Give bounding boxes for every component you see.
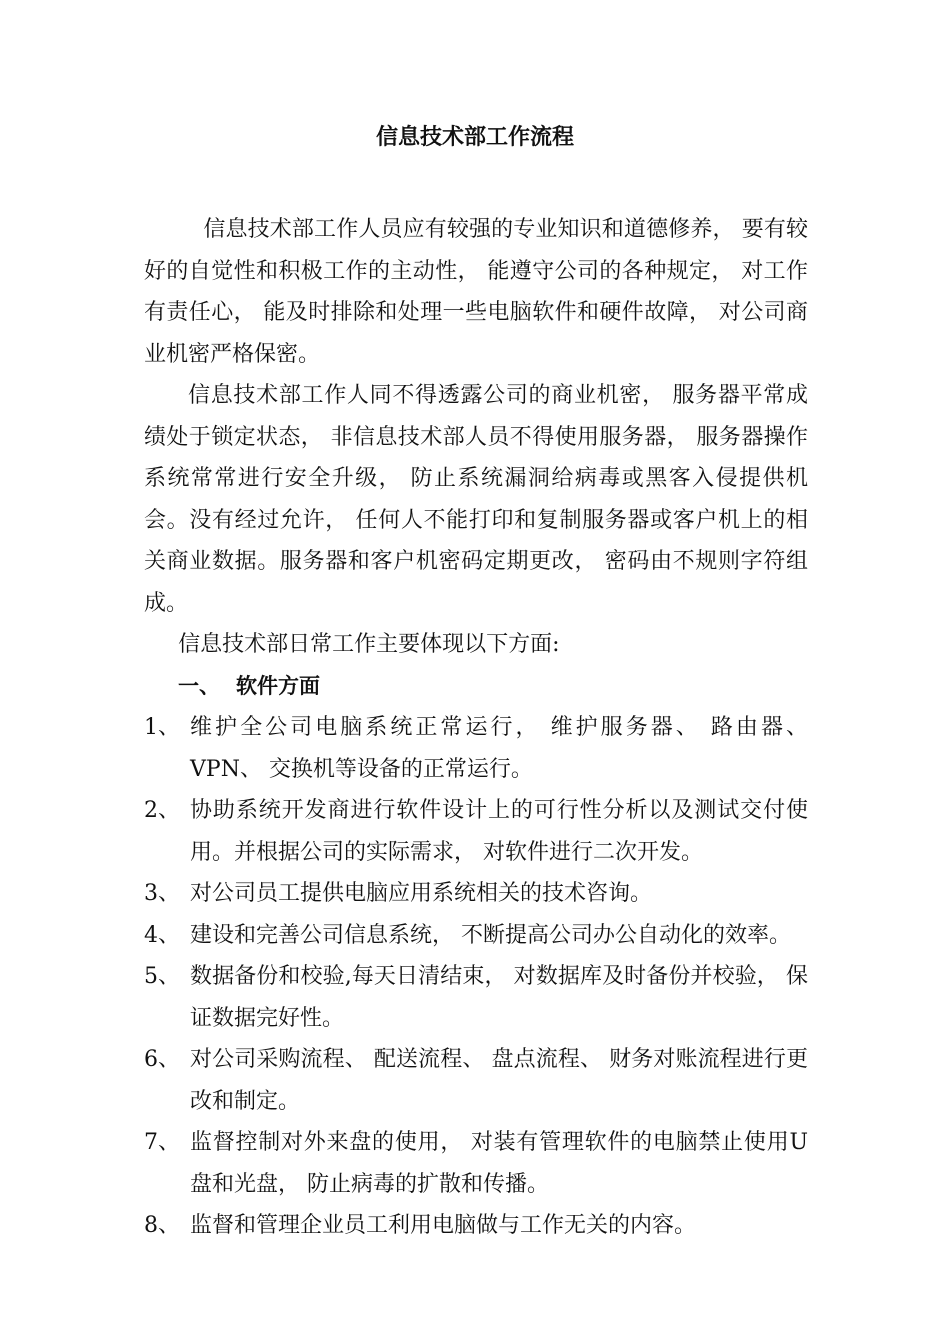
list-item-number: 2、 [144,798,180,823]
list-item [144,915,808,957]
document-body [144,209,808,1247]
list-item-number: 7、 [144,1130,180,1155]
paragraph-confidentiality: 信息技术部工作人同不得透露公司的商业机密， 服务器平常成绩处于锁定状态， 非信息技术部人员不得使用服务器， 服务器操作系统常常进行安全升级， 防止系统漏洞给病毒或黑客入侵提供机会。没有经过允许， 任何人不能打印和复制服务器或客户机上的相关商业数据。服务器和客户机密码定期更改， 密码由不规则字符组成。 [144,383,808,616]
list-item [144,790,808,873]
list-item [144,1122,808,1205]
list-item-number: 1、 [144,715,180,740]
list-item-text: 建设和完善公司信息系统， 不断提高公司办公自动化的效率。 [190,922,791,948]
list-item-number: 4、 [144,922,180,948]
list-item-text: 数据备份和校验,每天日清结束， 对数据库及时备份并校验， 保证数据完好性。 [190,964,808,1031]
list-item-number: 5、 [144,964,180,989]
list-item-number: 8、 [144,1213,180,1238]
section-title: 软件方面 [236,673,320,698]
list-item [144,1039,808,1122]
section-number: 一、 [178,673,220,698]
list-item [144,1205,808,1247]
list-item [144,873,808,915]
list-item [144,956,808,1039]
list-item-text: 监督控制对外来盘的使用， 对装有管理软件的电脑禁止使用U盘和光盘， 防止病毒的扩散和传播。 [190,1130,808,1197]
paragraph-staff-requirements: 信息技术部工作人员应有较强的专业知识和道德修养， 要有较好的自觉性和积极工作的主动性， 能遵守公司的各种规定， 对工作有责任心， 能及时排除和处理一些电脑软件和硬件故障， 对公司商业机密严格保密。 [144,217,808,367]
list-item-text: 对公司员工提供电脑应用系统相关的技术咨询。 [190,881,653,906]
document-title: 信息技术部工作流程 [375,125,574,150]
paragraph-daily-work-intro: 信息技术部日常工作主要体现以下方面: [178,632,560,657]
list-item-text: 监督和管理企业员工利用电脑做与工作无关的内容。 [190,1213,697,1238]
list-item-text: 对公司采购流程、 配送流程、 盘点流程、 财务对账流程进行更改和制定。 [190,1047,808,1114]
list-item-number: 6、 [144,1047,180,1072]
duty-list [144,707,808,1247]
section-heading-software [144,666,808,708]
list-item [144,707,808,790]
list-item-number: 3、 [144,881,180,906]
list-item-text: 协助系统开发商进行软件设计上的可行性分析以及测试交付使用。并根据公司的实际需求， 对软件进行二次开发。 [190,798,808,865]
list-item-text: 维护全公司电脑系统正常运行， 维护服务器、 路由器、 VPN、 交换机等设备的正常运行。 [190,715,808,782]
